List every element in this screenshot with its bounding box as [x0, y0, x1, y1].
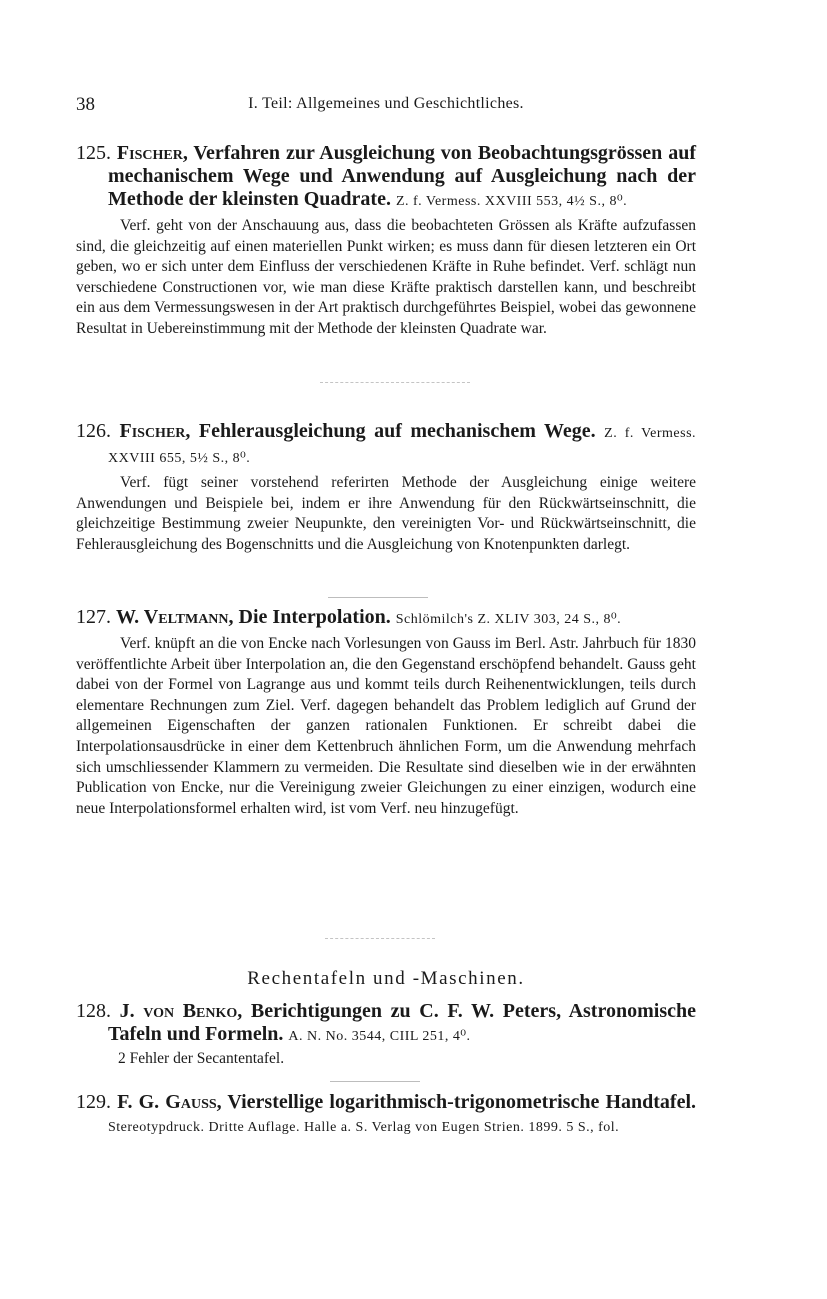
- entry-125: [76, 142, 696, 340]
- entry-reference: Z. f. Vermess. XXVIII 655, 5½ S., 8⁰.: [108, 426, 697, 466]
- entry-author: W. Veltmann,: [116, 606, 234, 628]
- entry-body: 2 Fehler der Secantentafel.: [118, 1050, 285, 1067]
- entry-body: Verf. geht von der Anschauung aus, dass die beobachteten Grössen als Kräfte aufzufassen sind, die gleichzeitig auf einen materiellen Punkt wirken; es muss dann für diesen letzteren ein Ort geben, wo er sich unter dem Einfluss der verschiedenen Kräfte in Ruhe befindet. Verf. schlägt nun verschiedene Constructionen vor, wie man diese Kräfte praktisch darstellen kann, und beschreibt ein aus dem Vermessungswesen in der Art praktisch durchgeführtes Beispiel, wobei das gewonnene Resultat in Uebereinstimmung mit der Methode der kleinsten Quadrate war.: [76, 217, 696, 337]
- entry-body: Verf. fügt seiner vorstehend referirten Methode der Ausgleichung einige weitere Anwendungen und Beispiele bei, indem er ihre Anwendung für den Rückwärtseinschnitt, die gleichzeitige Bestimmung zweier Neupunkte, den vereinigten Vor- und Rückwärtseinschnitt, die Fehlerausgleichung des Bogenschnitts und die Ausgleichung von Knotenpunkten darlegt.: [76, 474, 696, 553]
- entry-number: 128.: [76, 1000, 111, 1022]
- entry-author: J. von Benko,: [119, 1000, 243, 1022]
- entry-body: Verf. knüpft an die von Encke nach Vorlesungen von Gauss im Berl. Astr. Jahrbuch für 1830 veröffentlichte Arbeit über Interpolation an, die den Gegenstand erschöpfend behandelt. Gauss geht dabei von der Formel von Lagrange aus und kommt teils durch Reihenentwicklungen, teils durch elementare Rechnungen zum Ziel. Verf. dagegen behandelt das Problem lediglich auf Grund der allgemeinen Eigenschaften der ganzen rationalen Funktionen. Er schreibt dabei die Interpolationsausdrücke in einer dem Kettenbruch ähnlichen Form, um die Anwendung mehrfach sich umschliessender Klammern zu vermeiden. Die Resultate sind dieselben wie in der erwähnten Publication von Encke, nur die Vereinigung zweier Gleichungen zu einer einzigen, wodurch eine neue Interpolationsformel erhalten wird, ist vom Verf. neu hinzugefügt.: [76, 635, 696, 817]
- entry-reference: Z. f. Vermess. XXVIII 553, 4½ S., 8⁰.: [395, 194, 628, 209]
- page-header: [76, 94, 696, 118]
- entry-number: 127.: [76, 606, 111, 628]
- entry-number: 129.: [76, 1091, 111, 1113]
- entry-number: 126.: [76, 420, 111, 442]
- separator: [325, 938, 435, 939]
- separator: [330, 1081, 420, 1082]
- entry-129: [76, 1091, 696, 1139]
- entry-126: [76, 420, 696, 555]
- entry-author: F. G. Gauss,: [117, 1091, 222, 1113]
- entry-reference: Stereotypdruck. Dritte Auflage. Halle a. S. Verlag von Eugen Strien. 1899. 5 S., fol.: [108, 1120, 620, 1135]
- section-heading: Rechentafeln und -Maschinen.: [247, 968, 525, 989]
- entry-127: [76, 606, 696, 819]
- entry-title-block: [76, 1091, 696, 1139]
- entry-title-block: [76, 606, 696, 631]
- entry-title-block: [76, 420, 696, 470]
- page-number: 38: [76, 94, 95, 115]
- entry-author: Fischer,: [119, 420, 191, 442]
- entry-title-block: [76, 142, 696, 213]
- entry-author: Fischer,: [116, 142, 188, 164]
- entry-title: Vierstellige logarithmisch-trigonometrische Handtafel.: [227, 1091, 697, 1113]
- entry-title: Fehlerausgleichung auf mechanischem Wege.: [198, 420, 596, 442]
- separator: [320, 382, 470, 383]
- entry-title: Verfahren zur Ausgleichung von Beobachtungsgrössen auf mechanischem Wege und Anwendung auf Ausgleichung nach der Methode der kleinsten Quadrate.: [108, 142, 697, 210]
- separator: [328, 597, 428, 598]
- entry-128: [76, 1000, 696, 1068]
- entry-title-block: [76, 1000, 696, 1048]
- entry-number: 125.: [76, 142, 111, 164]
- entry-title: Die Interpolation.: [238, 606, 391, 628]
- entry-reference: Schlömilch's Z. XLIV 303, 24 S., 8⁰.: [395, 612, 622, 627]
- entry-reference: A. N. No. 3544, CIIL 251, 4⁰.: [288, 1029, 471, 1044]
- entry-title: Berichtigungen zu C. F. W. Peters, Astronomische Tafeln und Formeln.: [108, 1000, 696, 1045]
- running-head: I. Teil: Allgemeines und Geschichtliches.: [248, 95, 524, 112]
